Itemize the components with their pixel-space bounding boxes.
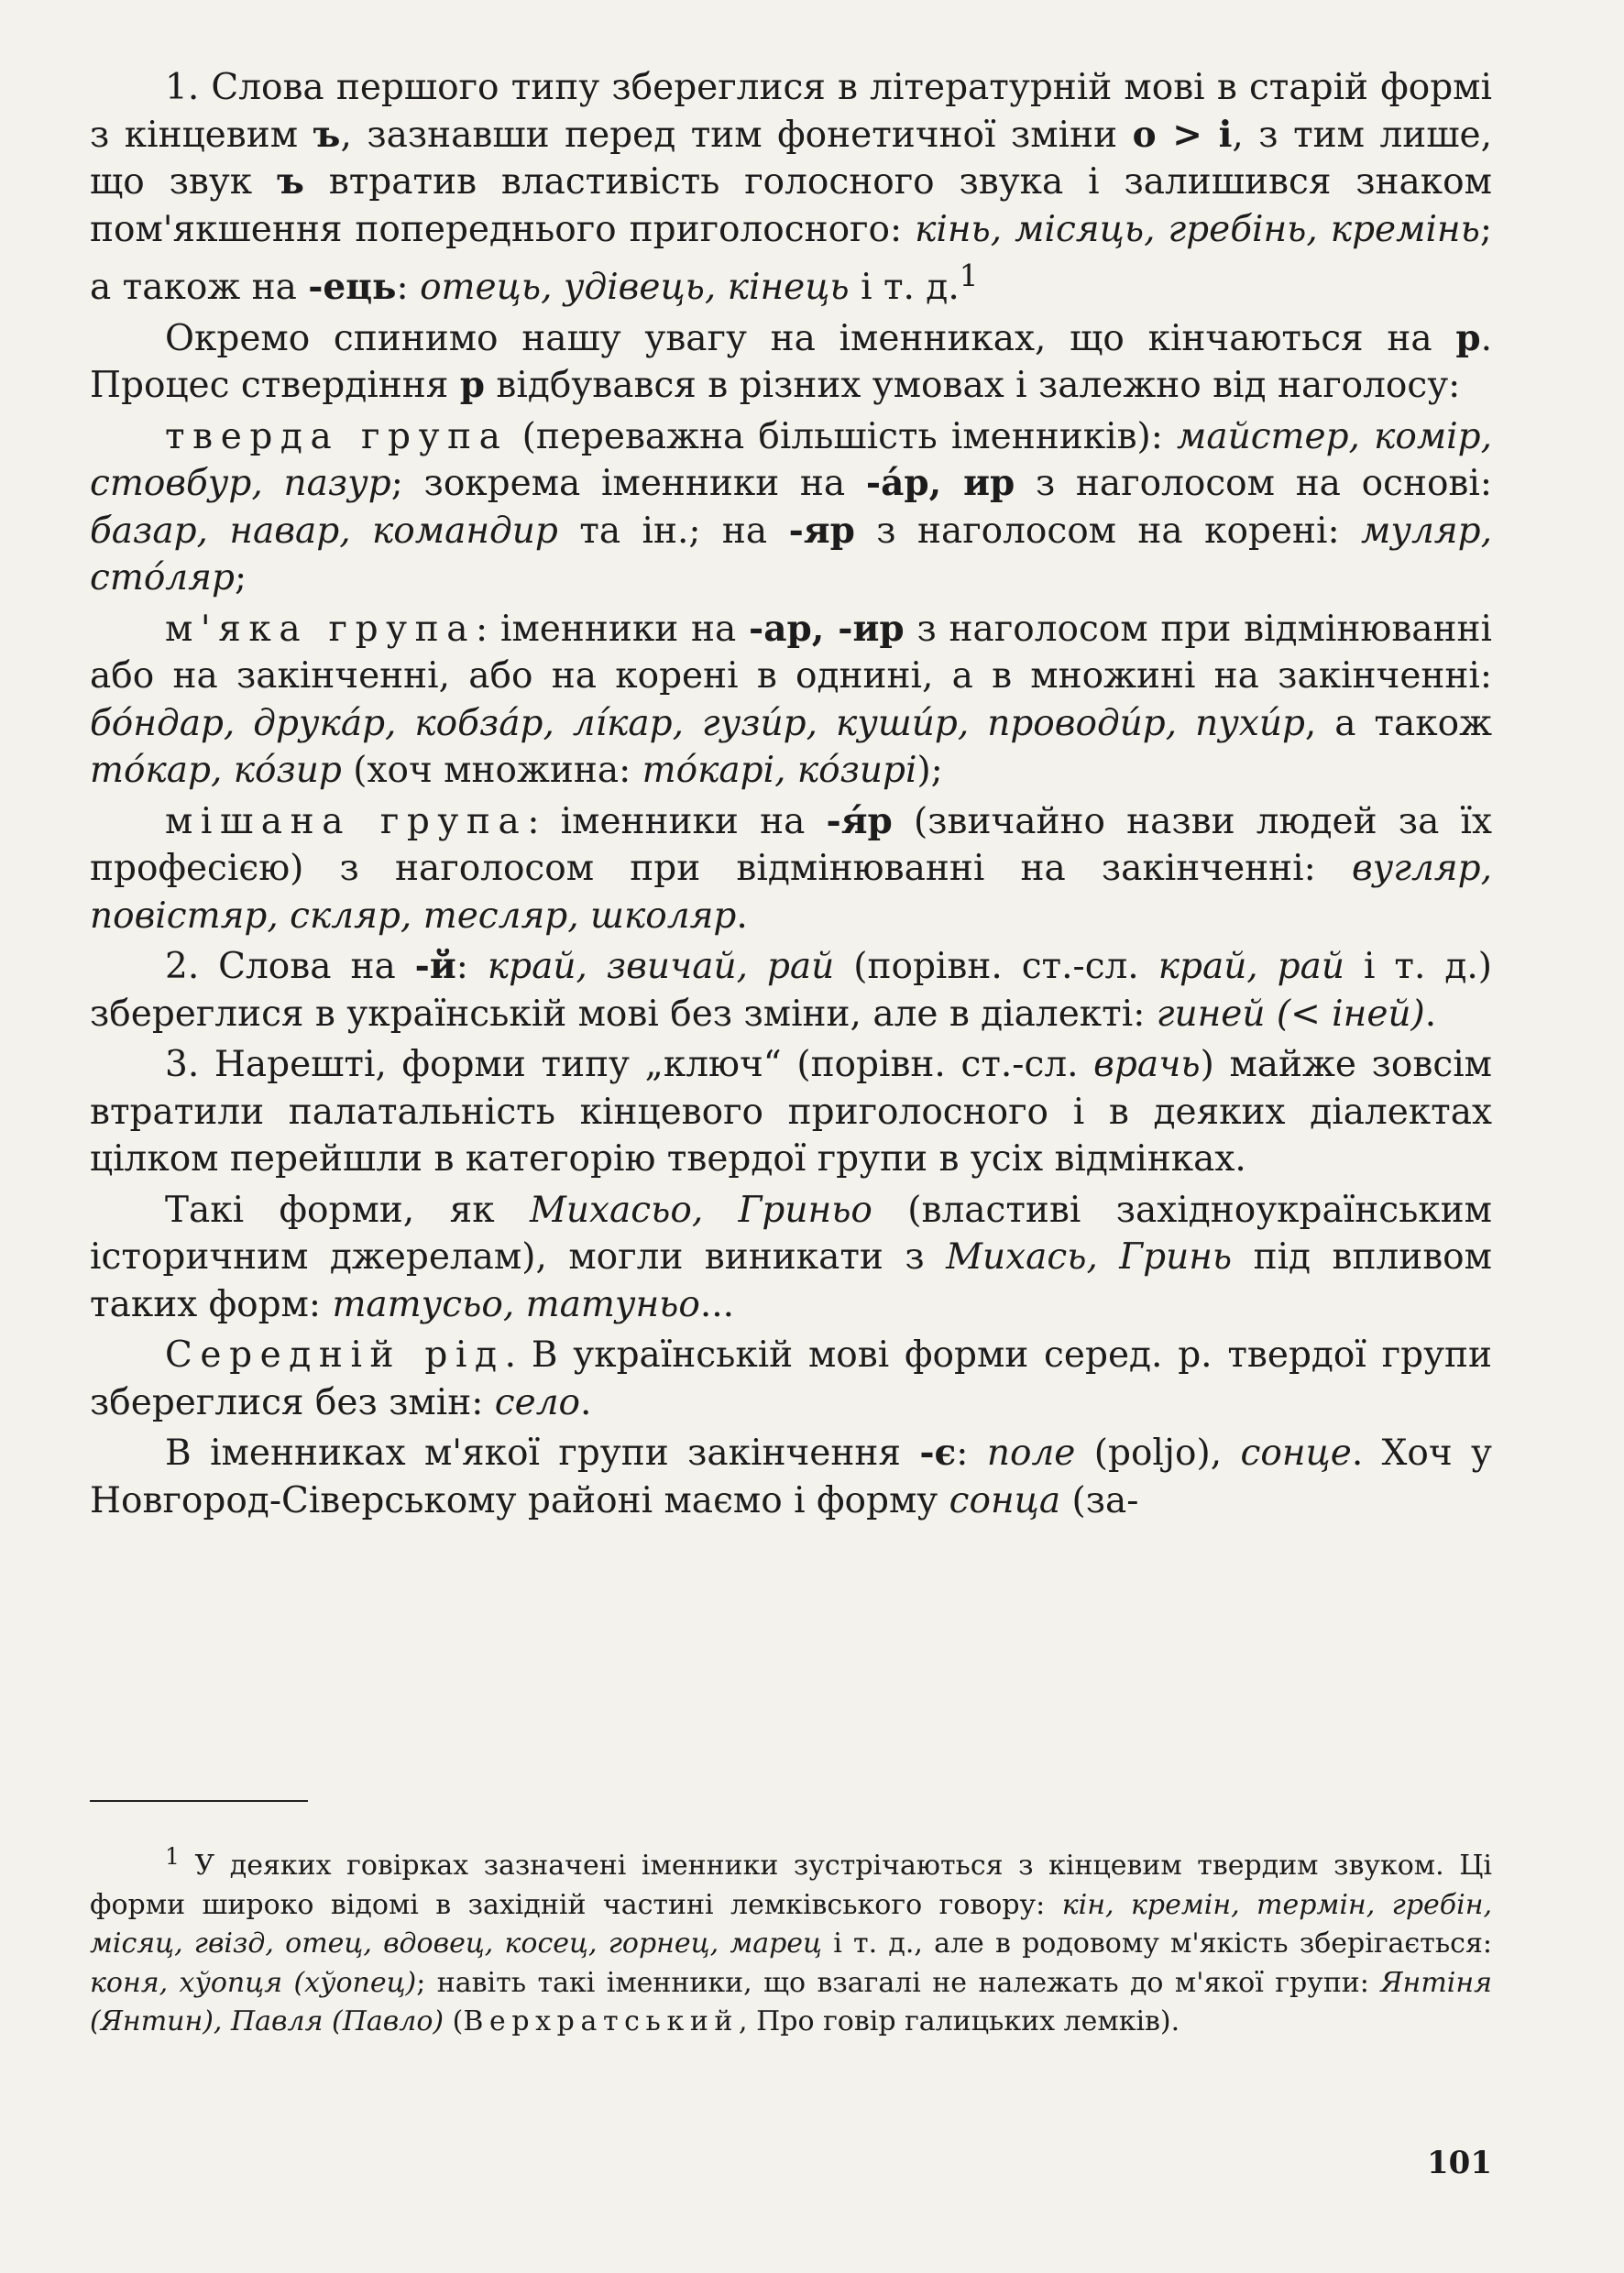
text-run: . <box>1424 993 1437 1035</box>
text-run: і т. д. <box>849 267 960 308</box>
text-run: ) майже зовсім втратили палатальність кінцевого приголосного і в деяких діалектах цілком перейшли в категорію твердої групи в усіх відмінках. <box>90 1044 1493 1180</box>
text-run: (звичайно назви людей за їх професією) з наголосом при відмінюванні на закінченні: <box>90 800 1492 889</box>
text-run: В іменниках м'якої групи закінчення <box>165 1433 920 1474</box>
italic-example: Михасьо, Гриньо <box>529 1189 872 1231</box>
paragraph-4 <box>90 606 1492 795</box>
bold-term: р <box>459 364 486 406</box>
paragraph-6 <box>90 943 1492 1038</box>
italic-example: гиней (< іней) <box>1156 993 1425 1035</box>
paragraph-1 <box>90 64 1492 312</box>
paragraph-2 <box>90 315 1492 410</box>
text-run: 3. Нарешті, форми типу „ключ“ (порівн. ст.-сл. <box>165 1044 1094 1085</box>
bold-term: -й <box>414 945 456 987</box>
text-run: : <box>455 946 488 987</box>
paragraph-8 <box>90 1187 1492 1329</box>
paragraph-3 <box>90 413 1492 602</box>
paragraph-9 <box>90 1332 1492 1426</box>
italic-example: тóкар, кóзир <box>90 750 342 791</box>
italic-example: базар, навар, командир <box>90 510 558 552</box>
italic-example: майстер, комір, стовбур, пазур <box>90 415 1493 504</box>
text-run: ... <box>699 1283 735 1325</box>
text-run: : іменники на <box>476 608 750 650</box>
bold-term: -ець <box>308 266 397 308</box>
paragraph-7 <box>90 1041 1492 1183</box>
italic-example: село <box>494 1381 580 1423</box>
text-run: і т. д.) збереглися в українській мові без зміни, але в діалекті: <box>90 946 1492 1035</box>
text-run: (polјo), <box>1075 1433 1241 1474</box>
footnote <box>90 1838 1492 2042</box>
text-run: (за- <box>1060 1479 1139 1521</box>
text-run: Такі форми, як <box>165 1189 530 1231</box>
text-run: . <box>736 895 748 937</box>
spaced-heading: мішана група <box>165 800 528 842</box>
text-run: : <box>956 1433 987 1474</box>
italic-example: край, рай <box>1158 946 1345 987</box>
text-run: У деяких говірках зазначені іменники зустрічаються з кінцевим твердим звуком. Ці форми широко відомі в західній частині лемківського говору: <box>90 1850 1492 1921</box>
bold-term: ъ <box>313 113 341 156</box>
text-run: ( <box>444 2005 464 2037</box>
text-run: ; <box>234 557 247 598</box>
bold-term: ъ <box>277 160 304 203</box>
text-run: (порівн. ст.-сл. <box>834 946 1158 987</box>
text-run: . <box>580 1381 592 1423</box>
text-run: , зазнавши перед тим фонетичної зміни <box>340 114 1133 156</box>
footnote-text <box>90 1838 1492 2042</box>
text-run: з наголосом на корені: <box>854 510 1361 552</box>
text-run: , Про говір галицьких лемків). <box>739 2005 1180 2037</box>
italic-example: кінь, місяць, гребінь, кремінь <box>915 208 1480 250</box>
text-run: з наголосом на основі: <box>1015 463 1492 504</box>
spaced-heading: тверда група <box>165 415 509 457</box>
text-run: . В українській мові форми серед. р. твердої групи збереглися без змін: <box>90 1334 1492 1423</box>
text-run: , а також <box>1304 702 1492 744</box>
footnote-divider <box>90 1800 308 1802</box>
page-number: 101 <box>1427 2145 1492 2181</box>
italic-example: сонце <box>1240 1433 1352 1474</box>
bold-term: -я́р <box>826 799 893 842</box>
text-run: . Хоч у Новгород-Сіверському районі маємо і форму <box>90 1433 1493 1521</box>
italic-example: тóкарі, кóзирі <box>642 750 917 791</box>
bold-term: о > і <box>1132 113 1233 156</box>
text-run: ; навіть такі іменники, що взагалі не належать до м'якої групи: <box>416 1966 1381 1999</box>
italic-example: Янтіня (Янтин), Павля (Павло) <box>90 1966 1492 2037</box>
spaced-heading: м'яка група <box>165 608 477 650</box>
text-run: : іменники на <box>527 800 827 842</box>
paragraph-5 <box>90 798 1492 940</box>
italic-example: вугляр, повістяр, скляр, тесляр, школяр <box>90 848 1492 937</box>
text-run: (переважна більшість іменників): <box>508 415 1177 457</box>
body-text <box>90 64 1492 1528</box>
bold-term: -ар, -ир <box>749 607 905 650</box>
text-run: втратив властивість голосного звука і залишився знаком пом'якшення попереднього приголосного: <box>90 161 1492 250</box>
italic-example: кін, кремін, термін, гребін, місяц, гвізд, отец, вдовец, косец, горнец, марец <box>90 1888 1492 1960</box>
italic-example: муляр, стóляр <box>90 510 1492 598</box>
italic-example: Михась, Гринь <box>946 1236 1233 1278</box>
italic-example: отець, удівець, кінець <box>420 267 850 308</box>
italic-example: край, звичай, рай <box>487 946 835 987</box>
author-name: Верхратський <box>463 2005 740 2037</box>
italic-example: поле <box>986 1433 1076 1474</box>
footnote-marker: 1 <box>165 1843 180 1870</box>
bold-term: -яр <box>788 509 855 552</box>
text-run: ; зокрема іменники на <box>390 463 866 504</box>
text-run: з наголосом при відмінюванні або на закінченні, або на корені в однині, а в множині на закінченні: <box>90 608 1492 697</box>
text-run: 1. Слова першого типу збереглися в літературній мові в старій формі з кінцевим <box>90 67 1492 156</box>
text-run: . Процес ствердіння <box>90 317 1492 406</box>
text-run: 2. Слова на <box>165 946 415 987</box>
bold-term: р <box>1455 316 1481 359</box>
bold-term: -є <box>919 1432 957 1474</box>
text-run: (властиві західноукраїнським історичним джерелам), могли виникати з <box>90 1189 1493 1278</box>
text-run: ); <box>916 750 943 791</box>
text-run: відбувався в різних умовах і залежно від наголосу: <box>485 365 1461 406</box>
italic-example: сонца <box>949 1479 1061 1521</box>
italic-example: татусьо, татуньо <box>332 1283 700 1325</box>
italic-example: врачь <box>1093 1044 1201 1085</box>
footnote-reference: 1 <box>959 258 979 293</box>
text-run: і т. д., але в родовому м'якість зберігається: <box>822 1927 1492 1960</box>
italic-example: коня, хўопця (хўопец) <box>90 1966 417 1999</box>
text-run: Окремо спинимо нашу увагу на іменниках, що кінчаються на <box>165 317 1456 359</box>
italic-example: бóндар, друкáр, кобзáр, лíкар, гузúр, кушúр, проводúр, пухúр <box>90 702 1305 744</box>
spaced-heading: Середній рід <box>165 1334 505 1376</box>
bold-term: -áр, ир <box>865 462 1015 504</box>
text-run: (хоч множина: <box>341 750 642 791</box>
paragraph-10 <box>90 1430 1492 1524</box>
text-run: та ін.; на <box>557 510 789 552</box>
text-run: під впливом таких форм: <box>90 1236 1492 1325</box>
text-run: ; а також на <box>90 208 1492 308</box>
text-run: : <box>396 267 421 308</box>
text-run: , з тим лише, що звук <box>90 114 1492 203</box>
